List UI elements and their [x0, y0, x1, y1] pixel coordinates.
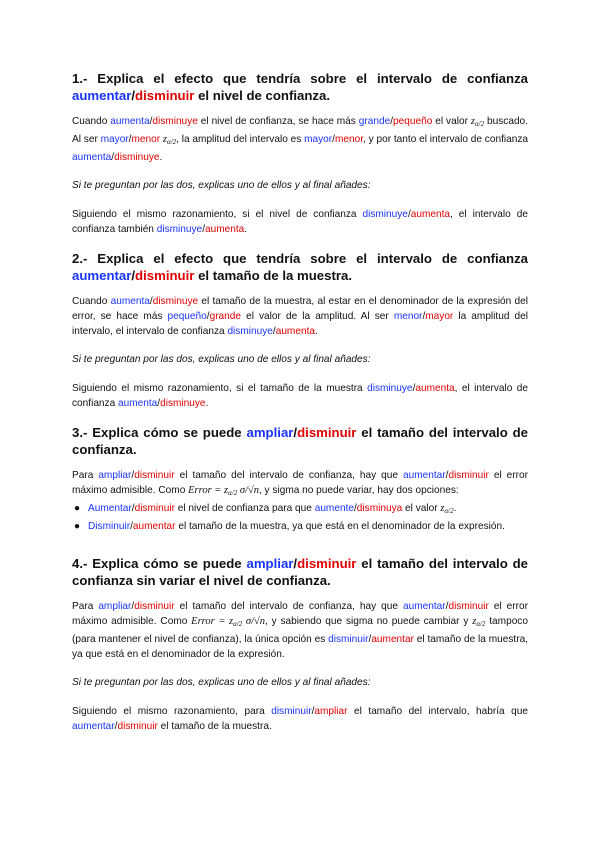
text-run: .: [205, 398, 209, 409]
text-run: Para: [72, 470, 99, 481]
highlighted-word: disminuir: [117, 721, 158, 732]
section-1-followup: [72, 207, 528, 237]
text-run: .: [453, 503, 457, 514]
text-run: Siguiendo el mismo razonamiento, si el nivel de confianza: [72, 209, 363, 220]
text-run: /: [149, 116, 153, 127]
formula-text: z: [472, 616, 477, 627]
heading-text-end: el tamaño de la muestra.: [194, 268, 352, 283]
heading-text: 3.- Explica cómo se puede: [72, 425, 247, 440]
highlighted-word: aumenta: [275, 326, 315, 337]
text-run: /: [272, 326, 276, 337]
text-run: /: [311, 706, 315, 717]
formula-text: α/2: [476, 620, 486, 628]
heading-blue-word: aumentar: [72, 88, 132, 103]
text-run: el valor: [402, 503, 441, 514]
heading-red-word: disminuir: [297, 556, 357, 571]
text-run: el nivel de confianza para que: [174, 503, 315, 514]
heading-slash: /: [131, 88, 136, 103]
highlighted-word: aumentar: [402, 601, 446, 612]
highlighted-word: disminuye: [227, 326, 273, 337]
text-run: , y sabiendo que sigma no puede cambiar y: [265, 616, 473, 627]
highlighted-word: disminuye: [152, 116, 198, 127]
highlighted-word: mayor: [304, 134, 333, 145]
heading-text-end: el tamaño del intervalo de confianza.: [72, 425, 528, 457]
formula-text: α/2: [228, 489, 238, 497]
text-run: , el intervalo de confianza también: [72, 209, 528, 235]
heading-blue-word: ampliar: [246, 425, 294, 440]
formula-text: α/2: [444, 507, 454, 515]
section-1: [72, 70, 528, 237]
text-run: , el intervalo de confianza: [72, 383, 528, 409]
highlighted-word: disminuir: [134, 601, 175, 612]
highlighted-word: aumenta: [415, 383, 455, 394]
section-1-note: Si te preguntan por las dos, explicas uno de ellos y al final añades:: [72, 180, 371, 191]
section-3-heading: [72, 424, 528, 458]
heading-text: 1.- Explica el efecto que tendría sobre el intervalo de confianza: [72, 71, 528, 86]
section-4-heading: [72, 555, 528, 589]
text-run: /: [407, 209, 411, 220]
text-run: el tamaño del intervalo de confianza, hay que: [174, 601, 403, 612]
formula-text: Error = z: [188, 485, 229, 496]
highlighted-word: ampliar: [98, 470, 132, 481]
text-run: /: [130, 521, 133, 532]
section-4-followup: [72, 704, 528, 734]
text-run: tampoco (para mantener el nivel de confianza), la única opción es: [72, 616, 528, 645]
section-2: [72, 250, 528, 411]
text-run: el tamaño de la muestra, ya que está en el denominador de la expresión.: [72, 634, 528, 660]
highlighted-word: ampliar: [98, 601, 132, 612]
list-item: [72, 501, 528, 519]
list-item-text: [88, 503, 456, 514]
bullet-icon: ●: [74, 503, 81, 514]
heading-blue-word: aumentar: [72, 268, 132, 283]
text-run: /: [149, 296, 153, 307]
section-4: [72, 555, 528, 734]
heading-text-end: el tamaño del intervalo de confianza sin variar el nivel de confianza.: [72, 556, 528, 588]
heading-red-word: disminuir: [297, 425, 357, 440]
highlighted-word: pequeño: [167, 311, 207, 322]
formula-text: α/2: [474, 120, 485, 128]
highlighted-word: disminuye: [367, 383, 413, 394]
document-page: [72, 70, 528, 747]
highlighted-word: aumenta: [205, 224, 245, 235]
formula-text: z: [440, 503, 445, 514]
highlighted-word: aumenta: [118, 398, 158, 409]
formula-text: α/2: [167, 138, 177, 146]
highlighted-word: mayor: [425, 311, 454, 322]
text-run: /: [131, 470, 135, 481]
text-run: /: [390, 116, 394, 127]
text-run: .: [159, 152, 163, 163]
highlighted-word: grande: [358, 116, 391, 127]
text-run: el tamaño del intervalo de confianza, hay que: [174, 470, 403, 481]
highlighted-word: disminuir: [328, 634, 369, 645]
text-run: , y sigma no puede variar, hay dos opciones:: [258, 485, 459, 496]
highlighted-word: aumentar: [132, 521, 176, 532]
text-run: /: [206, 311, 210, 322]
highlighted-word: disminuye: [156, 224, 203, 235]
highlighted-word: aumentar: [371, 634, 414, 645]
text-run: .: [244, 224, 248, 235]
highlighted-word: disminuya: [356, 503, 403, 514]
text-run: , y por tanto el intervalo de confianza: [363, 134, 529, 145]
section-3: [72, 424, 528, 546]
text-run: el tamaño de la muestra, al estar en el denominador de la expresión del error, se hace más: [72, 296, 528, 322]
formula-text: σ/√n: [237, 485, 259, 496]
highlighted-word: disminuir: [448, 601, 489, 612]
highlighted-word: disminuye: [114, 152, 160, 163]
heading-slash: /: [131, 268, 136, 283]
highlighted-word: Aumentar: [88, 503, 132, 514]
highlighted-word: menor: [131, 134, 161, 145]
text-run: /: [131, 503, 135, 514]
text-run: buscado. Al ser: [72, 116, 528, 145]
heading-text: 4.- Explica cómo se puede: [72, 556, 247, 571]
heading-text-end: el nivel de confianza.: [194, 88, 330, 103]
text-run: /: [202, 224, 205, 235]
heading-blue-word: ampliar: [246, 556, 294, 571]
formula-text: α/2: [233, 620, 243, 628]
heading-red-word: disminuir: [135, 268, 195, 283]
heading-text: 2.- Explica el efecto que tendría sobre el intervalo de confianza: [72, 251, 528, 266]
section-2-paragraph: [72, 294, 528, 339]
section-3-options-list: [72, 501, 528, 534]
highlighted-word: aumenta: [110, 296, 150, 307]
formula-text: Error = z: [191, 616, 234, 627]
text-run: Cuando: [72, 296, 111, 307]
formula-text: σ/√n: [242, 616, 266, 627]
heading-red-word: disminuir: [135, 88, 195, 103]
text-run: /: [111, 152, 115, 163]
text-run: el valor: [432, 116, 471, 127]
text-run: /: [131, 601, 135, 612]
highlighted-word: disminuye: [362, 209, 408, 220]
text-run: Siguiendo el mismo razonamiento, si el tamaño de la muestra: [72, 383, 368, 394]
highlighted-word: ampliar: [314, 706, 348, 717]
text-run: /: [353, 503, 357, 514]
highlighted-word: aumenta: [72, 152, 112, 163]
highlighted-word: Disminuir: [88, 521, 131, 532]
section-4-note: Si te preguntan por las dos, explicas uno de ellos y al final añades:: [72, 677, 371, 688]
list-item-text: [88, 521, 505, 532]
text-run: /: [332, 134, 335, 145]
section-2-followup: [72, 381, 528, 411]
text-run: el nivel de confianza, se hace más: [197, 116, 359, 127]
heading-slash: /: [293, 425, 298, 440]
highlighted-word: grande: [209, 311, 242, 322]
text-run: Cuando: [72, 116, 111, 127]
highlighted-word: aumenta: [110, 116, 150, 127]
text-run: Siguiendo el mismo razonamiento, para: [72, 706, 272, 717]
text-run: Para: [72, 601, 99, 612]
highlighted-word: disminuir: [448, 470, 489, 481]
section-4-paragraph: [72, 599, 528, 662]
highlighted-word: aumente: [314, 503, 354, 514]
text-run: el error máximo admisible. Como: [72, 470, 528, 496]
highlighted-word: menor: [334, 134, 364, 145]
section-2-heading: [72, 250, 528, 284]
list-item: [72, 519, 528, 534]
highlighted-word: disminuir: [134, 470, 175, 481]
section-2-note: Si te preguntan por las dos, explicas uno de ellos y al final añades:: [72, 354, 371, 365]
highlighted-word: aumentar: [402, 470, 446, 481]
heading-slash: /: [293, 556, 298, 571]
highlighted-word: disminuye: [160, 398, 206, 409]
formula-text: z: [470, 116, 475, 127]
text-run: la amplitud del intervalo, el intervalo de confianza: [72, 311, 528, 337]
section-3-paragraph: [72, 468, 528, 501]
text-run: , la amplitud del intervalo es: [176, 134, 305, 145]
highlighted-word: disminuye: [152, 296, 199, 307]
text-run: /: [412, 383, 416, 394]
text-run: el tamaño del intervalo, habría que: [347, 706, 528, 717]
section-1-paragraph: [72, 114, 528, 165]
text-run: .: [314, 326, 318, 337]
text-run: /: [157, 398, 161, 409]
highlighted-word: mayor: [100, 134, 129, 145]
text-run: /: [128, 134, 132, 145]
highlighted-word: disminuir: [271, 706, 312, 717]
text-run: el valor de la amplitud. Al ser: [241, 311, 394, 322]
text-run: /: [445, 470, 449, 481]
formula-text: z: [162, 134, 168, 145]
text-run: el tamaño de la muestra.: [157, 721, 272, 732]
highlighted-word: aumentar: [72, 721, 115, 732]
text-run: /: [422, 311, 426, 322]
text-run: /: [368, 634, 372, 645]
section-1-heading: [72, 70, 528, 104]
text-run: /: [114, 721, 118, 732]
highlighted-word: menor: [393, 311, 423, 322]
bullet-icon: ●: [74, 521, 81, 532]
highlighted-word: disminuir: [134, 503, 175, 514]
highlighted-word: aumenta: [410, 209, 451, 220]
text-run: el tamaño de la muestra, ya que está en el denominador de la expresión.: [175, 521, 505, 532]
text-run: /: [445, 601, 449, 612]
highlighted-word: pequeño: [393, 116, 433, 127]
text-run: el error máximo admisible. Como: [72, 601, 528, 627]
